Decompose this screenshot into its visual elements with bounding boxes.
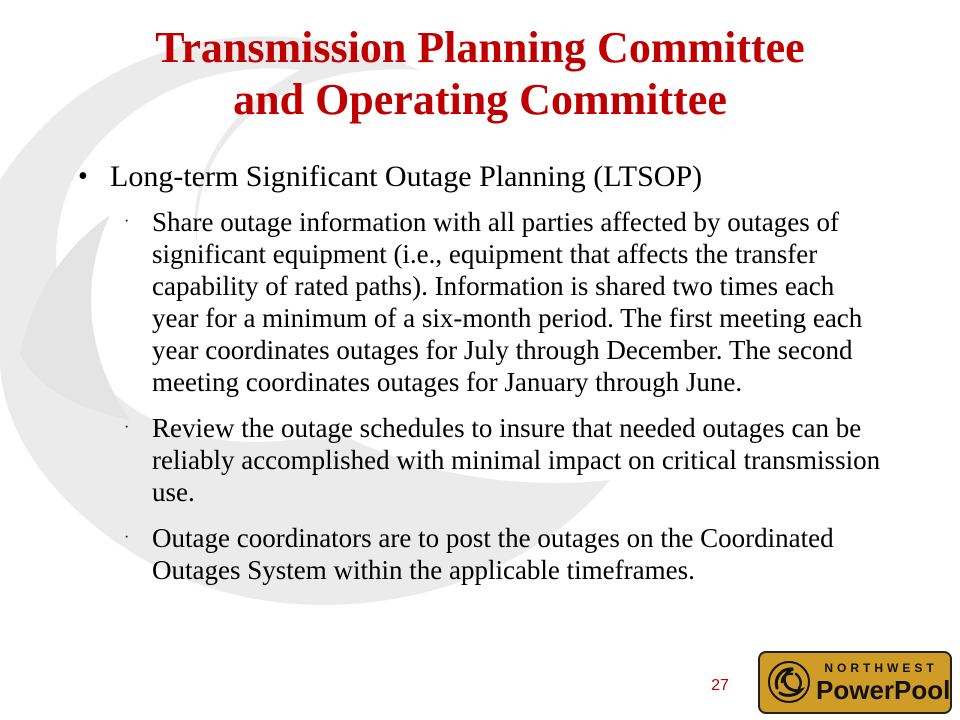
- small-dot-icon: ·: [124, 213, 130, 230]
- logo-badge: [760, 653, 950, 712]
- slide-content: [78, 160, 918, 586]
- swirl-logo-icon: [768, 661, 810, 703]
- bullet-dot-icon: •: [78, 161, 88, 192]
- sub-bullet-item-3: [118, 522, 888, 586]
- sub-bullet-item-2: [118, 412, 888, 508]
- slide-title: [40, 22, 920, 126]
- slide-title-line-1: Transmission Planning Committee: [155, 23, 805, 72]
- main-bullet-item: [78, 160, 918, 194]
- sub-bullet-item-1: [118, 206, 888, 398]
- small-dot-icon: ·: [124, 529, 130, 546]
- sub-bullet-text-2: Review the outage schedules to insure that needed outages can be reliably accomplished with minimal impact on critical transmission use.: [152, 413, 881, 507]
- logo-bottom-text: PowerPool: [816, 675, 950, 705]
- page-number: 27: [711, 677, 729, 694]
- sub-bullet-list: [118, 206, 888, 586]
- sub-bullet-text-1: Share outage information with all parties affected by outages of significant equipment (i.e., equipment that affects the transfer capability of rated paths). Information is shared two times each year for a minimum of a six-month period. The first meeting each year coordinates outages for July through December. The second meeting coordinates outages for January through June.: [152, 207, 863, 397]
- sub-bullet-text-3: Outage coordinators are to post the outages on the Coordinated Outages System within the applicable timeframes.: [152, 523, 834, 585]
- main-bullet-text: Long-term Significant Outage Planning (LTSOP): [110, 160, 703, 193]
- logo-top-text: NORTHWEST: [824, 661, 938, 675]
- slide-title-line-2: and Operating Committee: [233, 75, 727, 124]
- small-dot-icon: ·: [124, 419, 130, 436]
- northwest-powerpool-logo: [758, 651, 952, 714]
